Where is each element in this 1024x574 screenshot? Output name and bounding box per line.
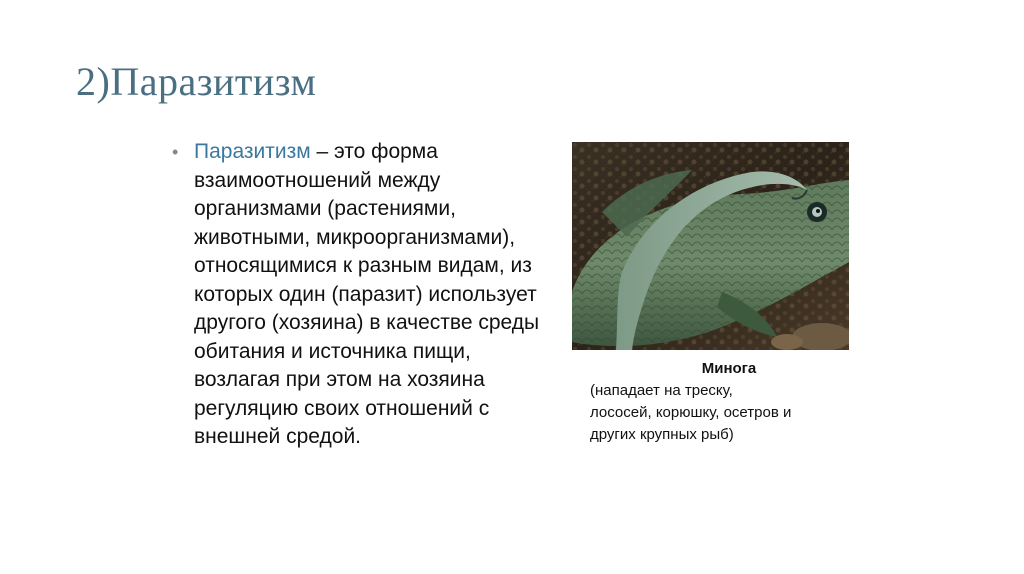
term-highlight: Паразитизм — [194, 140, 311, 163]
caption-body — [580, 380, 850, 446]
lamprey-photo — [572, 142, 849, 350]
caption-line: лососей, корюшку, осетров и — [590, 404, 792, 421]
bullet-list — [172, 138, 552, 452]
caption-title: Минога — [701, 360, 757, 377]
slide-title: 2)Паразитизм — [76, 59, 317, 104]
photo-caption — [580, 358, 850, 446]
bullet-dot-icon: • — [172, 142, 179, 162]
caption-line: (нападает на треску, — [590, 382, 733, 399]
bullet-text — [194, 138, 552, 452]
bullet-item — [172, 138, 552, 452]
caption-line: других крупных рыб) — [590, 426, 734, 443]
term-definition: – это форма взаимоотношений между организмами (растениями, животными, микроорганизмами), относящимися к разным видам, из которых один (паразит) использует другого (хозяина) в качестве среды обитания и источника пищи, возлагая при этом на хозяина регуляцию своих отношений с внешней средой. — [194, 140, 540, 448]
